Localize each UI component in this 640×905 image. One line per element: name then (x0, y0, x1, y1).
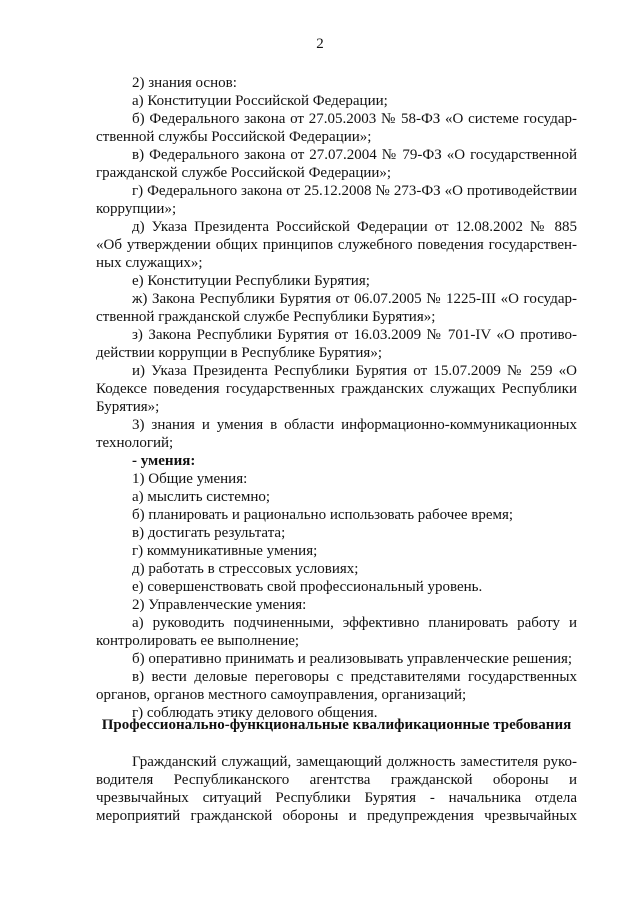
list-item: д) Указа Президента Российской Федерации от 12.08.2002 № 885 (132, 219, 577, 235)
list-item: 3) знания и умения в области информационно-коммуникационных (132, 417, 577, 433)
list-item: а) мыслить системно; (132, 489, 271, 505)
list-item: 1) Общие умения: (132, 471, 248, 487)
list-item: 2) Управленческие умения: (132, 597, 307, 613)
list-item: коррупции»; (96, 201, 177, 217)
paragraph-line: водителя Республиканского агентства гражданской обороны и (96, 772, 577, 788)
list-item: е) совершенствовать свой профессиональный уровень. (132, 579, 483, 595)
list-item: 2) знания основ: (132, 75, 237, 91)
section-heading: Профессионально-функциональные квалификационные требования (101, 717, 572, 733)
list-item: «Об утверждении общих принципов служебного поведения государствен- (96, 237, 577, 253)
list-item: б) оперативно принимать и реализовывать управленческие решения; (132, 651, 573, 667)
list-item: в) достигать результата; (132, 525, 286, 541)
paragraph-line: Гражданский служащий, замещающий должность заместителя руко- (132, 754, 577, 770)
list-item: и) Указа Президента Республики Бурятия от 15.07.2009 № 259 «О (132, 363, 577, 379)
list-heading: - умения: (132, 453, 196, 469)
list-item: б) Федерального закона от 27.05.2003 № 58-ФЗ «О системе государ- (132, 111, 577, 127)
paragraph (96, 753, 577, 825)
paragraph-line: мероприятий гражданской обороны и предупреждения чрезвычайных (96, 808, 577, 824)
list-item: д) работать в стрессовых условиях; (132, 561, 359, 577)
list-item: ственной гражданской службе Республики Бурятия»; (96, 309, 436, 325)
list-item: з) Закона Республики Бурятия от 16.03.2009 № 701-IV «О противо- (132, 327, 577, 343)
list-item: а) Конституции Российской Федерации; (132, 93, 388, 109)
list-item: органов, органов местного самоуправления, организаций; (96, 687, 467, 703)
list-item: ных служащих»; (96, 255, 203, 271)
list-item: ж) Закона Республики Бурятия от 06.07.2005 № 1225-III «О государ- (132, 291, 577, 307)
list-item: технологий; (96, 435, 174, 451)
paragraph-line: чрезвычайных ситуаций Республики Бурятия - начальника отдела (96, 790, 577, 806)
list-item: е) Конституции Республики Бурятия; (132, 273, 370, 289)
list-item: гражданской службе Российской Федерации»; (96, 165, 392, 181)
requirements-list (96, 74, 577, 722)
list-item: г) соблюдать этику делового общения. (132, 705, 378, 721)
list-item: ственной службы Российской Федерации»; (96, 129, 372, 145)
list-item: действии коррупции в Республике Бурятия»; (96, 345, 382, 361)
list-item: в) Федерального закона от 27.07.2004 № 79-ФЗ «О государственной (132, 147, 577, 163)
page-number: 2 (316, 36, 324, 52)
list-item: г) Федерального закона от 25.12.2008 № 273-ФЗ «О противодействии (132, 183, 577, 199)
list-item: а) руководить подчиненными, эффективно планировать работу и (132, 615, 577, 631)
list-item: г) коммуникативные умения; (132, 543, 318, 559)
list-item: б) планировать и рационально использовать рабочее время; (132, 507, 514, 523)
list-item: в) вести деловые переговоры с представителями государственных (132, 669, 577, 685)
list-item: Бурятия»; (96, 399, 160, 415)
list-item: контролировать ее выполнение; (96, 633, 300, 649)
list-item: Кодексе поведения государственных гражданских служащих Республики (96, 381, 577, 397)
